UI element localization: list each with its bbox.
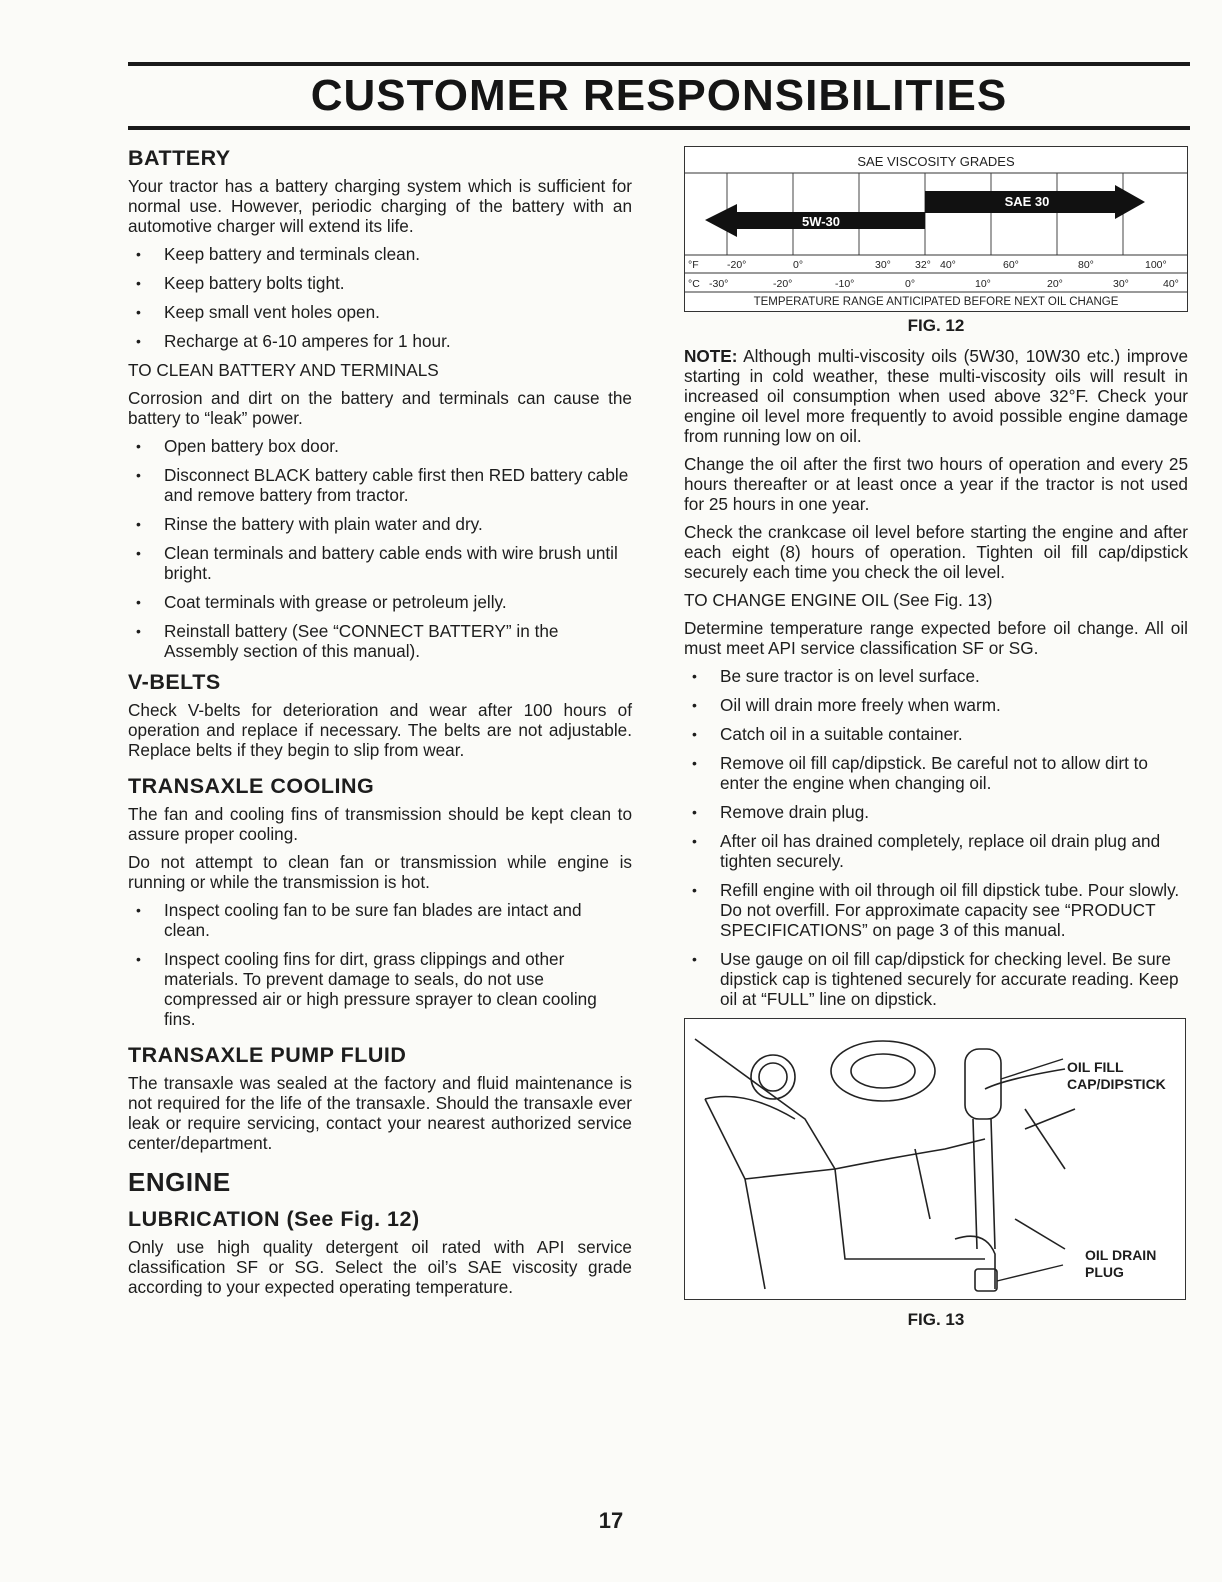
clean-battery-heading: TO CLEAN BATTERY AND TERMINALS: [128, 360, 439, 380]
note-paragraph: [684, 346, 1188, 446]
transaxle-cooling-p2: Do not attempt to clean fan or transmission while engine is running or while the transmission is hot.: [128, 852, 632, 892]
tick-label: -30°: [709, 278, 729, 290]
viscosity-chart: [684, 146, 1188, 312]
chart-footer: TEMPERATURE RANGE ANTICIPATED BEFORE NEXT OIL CHANGE: [753, 296, 1119, 308]
list-item: • Reinstall battery (See “CONNECT BATTERY” in the Assembly section of this manual).: [128, 621, 632, 661]
list-item: • Remove oil fill cap/dipstick. Be careful not to allow dirt to enter the engine when changing oil.: [684, 753, 1188, 793]
right-column: [684, 146, 1188, 1340]
transaxle-cooling-heading: TRANSAXLE COOLING: [128, 774, 375, 798]
oil-change-paragraph: Change the oil after the first two hours of operation and every 25 hours thereafter or at least once a year if the tractor is not used for 25 hours in one year.: [684, 454, 1188, 514]
engine-illustration: [684, 1018, 1186, 1300]
transaxle-cooling-list: [128, 900, 632, 1029]
list-item: • Disconnect BLACK battery cable first then RED battery cable and remove battery from tractor.: [128, 465, 632, 505]
change-oil-heading: TO CHANGE ENGINE OIL (See Fig. 13): [684, 590, 993, 610]
tick-label: 20°: [1047, 278, 1063, 290]
tick-label: 40°: [940, 259, 956, 271]
list-item: • Oil will drain more freely when warm.: [684, 695, 1188, 715]
viscosity-chart-svg: [685, 147, 1187, 311]
vbelts-text: Check V-belts for deterioration and wear after 100 hours of operation and replace if necessary. The belts are not adjustable. Replace belts if they begin to slip from wear.: [128, 700, 632, 760]
fig13-label: FIG. 13: [907, 1310, 965, 1329]
lubrication-text: Only use high quality detergent oil rated with API service classification SF or SG. Select the oil’s SAE viscosity grade according to your expected operating temperature.: [128, 1237, 632, 1297]
list-item: • Coat terminals with grease or petroleum jelly.: [128, 592, 632, 612]
list-item: • Catch oil in a suitable container.: [684, 724, 1188, 744]
page-title: CUSTOMER RESPONSIBILITIES: [310, 71, 1008, 120]
battery-heading: BATTERY: [128, 146, 231, 170]
callout-oil-drain-line1: OIL DRAIN: [1085, 1247, 1157, 1263]
list-item: • Recharge at 6-10 amperes for 1 hour.: [128, 331, 632, 351]
arrow-sae30-label: SAE 30: [1004, 194, 1050, 209]
tick-label: 10°: [975, 278, 991, 290]
chart-title: SAE VISCOSITY GRADES: [857, 154, 1015, 169]
note-text: Although multi-viscosity oils (5W30, 10W30 etc.) improve starting in cold weather, these multi-viscosity oils will result in increased oil consumption when used above 32°F. Check your engine oil level more frequently to avoid possible engine damage from running low on oil.: [684, 346, 1188, 446]
callout-oil-drain: [1085, 1247, 1156, 1281]
tick-label: 100°: [1145, 259, 1167, 271]
c-unit: °C: [688, 278, 700, 290]
callout-oil-fill-line2: CAP/DIPSTICK: [1067, 1076, 1166, 1092]
list-item: • Rinse the battery with plain water and dry.: [128, 514, 632, 534]
tick-label: -20°: [773, 278, 793, 290]
tick-label: 0°: [905, 278, 916, 290]
tick-label: 80°: [1078, 259, 1094, 271]
transaxle-pump-text: The transaxle was sealed at the factory and fluid maintenance is not required for the life of the transaxle. Should the transaxle ever leak or require servicing, contact your nearest authorized service center/department.: [128, 1073, 632, 1153]
left-column: [128, 146, 632, 1305]
change-oil-intro: Determine temperature range expected before oil change. All oil must meet API service classification SF or SG.: [684, 618, 1188, 658]
tick-label: -10°: [835, 278, 855, 290]
fig12-label: FIG. 12: [907, 316, 965, 335]
list-item: • Open battery box door.: [128, 436, 632, 456]
note-label: NOTE:: [684, 346, 738, 366]
oil-check-paragraph: Check the crankcase oil level before starting the engine and after each eight (8) hours of operation. Tighten oil fill cap/dipstick securely each time you check the oil level.: [684, 522, 1188, 582]
celsius-scale: [688, 278, 1179, 290]
tick-label: 40°: [1163, 278, 1179, 290]
list-item: • Clean terminals and battery cable ends with wire brush until bright.: [128, 543, 632, 583]
callout-oil-fill-line1: OIL FILL: [1067, 1059, 1124, 1075]
lubrication-heading: LUBRICATION (See Fig. 12): [128, 1207, 420, 1231]
callout-oil-drain-line2: PLUG: [1085, 1264, 1124, 1280]
list-item: • Use gauge on oil fill cap/dipstick for checking level. Be sure dipstick cap is tightened securely for accurate reading. Keep oil at “FULL” line on dipstick.: [684, 949, 1188, 1009]
list-item: • After oil has drained completely, replace oil drain plug and tighten securely.: [684, 831, 1188, 871]
battery-list: [128, 244, 632, 351]
page-number: 17: [598, 1508, 624, 1533]
tick-label: 60°: [1003, 259, 1019, 271]
arrow-5w30-label: 5W-30: [801, 214, 841, 229]
tick-label: 0°: [793, 259, 804, 271]
list-item: • Keep battery and terminals clean.: [128, 244, 632, 264]
list-item: • Inspect cooling fan to be sure fan blades are intact and clean.: [128, 900, 632, 940]
list-item: • Refill engine with oil through oil fill dipstick tube. Pour slowly. Do not overfill. For approximate capacity see “PRODUCT SPECIFICATIONS” on page 3 of this manual.: [684, 880, 1188, 940]
f-unit: °F: [688, 259, 699, 271]
title-rule: [128, 126, 1190, 130]
callout-oil-fill: [1067, 1059, 1166, 1093]
tick-label: 30°: [875, 259, 891, 271]
tick-label: 32°: [915, 259, 931, 271]
change-oil-list: [684, 666, 1188, 1009]
list-item: • Keep small vent holes open.: [128, 302, 632, 322]
clean-battery-list: [128, 436, 632, 661]
fahrenheit-scale: [688, 259, 1167, 271]
vbelts-heading: V-BELTS: [128, 670, 221, 694]
list-item: • Be sure tractor is on level surface.: [684, 666, 1188, 686]
engine-heading: ENGINE: [128, 1167, 231, 1197]
list-item: • Inspect cooling fins for dirt, grass clippings and other materials. To prevent damage to seals, do not use compressed air or high pressure sprayer to clean cooling fins.: [128, 949, 632, 1029]
battery-intro: Your tractor has a battery charging system which is sufficient for normal use. However, periodic charging of the battery with an automotive charger will extend its life.: [128, 176, 632, 236]
list-item: • Keep battery bolts tight.: [128, 273, 632, 293]
tick-label: 30°: [1113, 278, 1129, 290]
transaxle-pump-heading: TRANSAXLE PUMP FLUID: [128, 1043, 407, 1067]
clean-battery-intro: Corrosion and dirt on the battery and terminals can cause the battery to “leak” power.: [128, 388, 632, 428]
transaxle-cooling-p1: The fan and cooling fins of transmission should be kept clean to assure proper cooling.: [128, 804, 632, 844]
list-item: • Remove drain plug.: [684, 802, 1188, 822]
tick-label: -20°: [727, 259, 747, 271]
